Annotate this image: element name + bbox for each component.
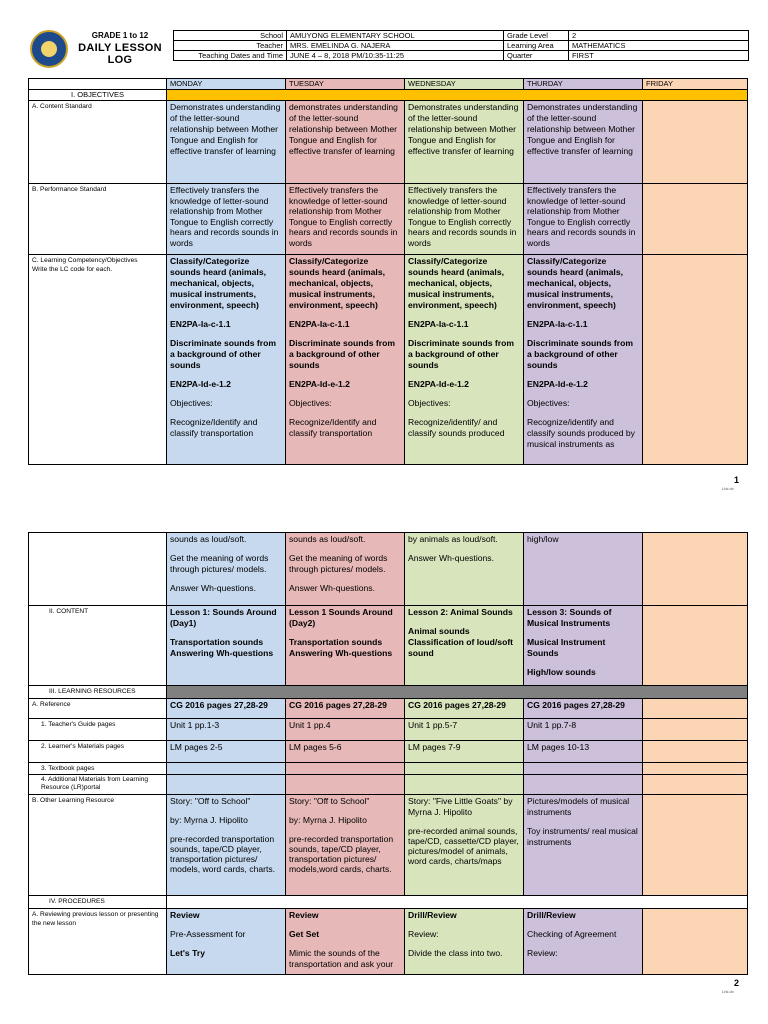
lc-discriminate: Discriminate sounds from a background of other sounds bbox=[170, 338, 277, 370]
lc-code2: EN2PA-Id-e-1.2 bbox=[408, 379, 469, 389]
page-number-1: 1 bbox=[734, 475, 740, 485]
lc-obj: Recognize/identify/ and classify sounds produced bbox=[408, 417, 505, 438]
lc-code1: EN2PA-Ia-c-1.1 bbox=[527, 319, 588, 329]
olr-line: Story: "Off to School" bbox=[170, 796, 251, 806]
lc-discriminate: Discriminate sounds from a background of other sounds bbox=[408, 338, 515, 370]
deped-seal-logo bbox=[30, 30, 68, 68]
ps-tue: Effectively transfers the knowledge of letter-sound relationship from Mother Tongue to English correctly hears and records sounds in words bbox=[286, 184, 405, 255]
rev-line: Get Set bbox=[289, 929, 320, 939]
content-fri bbox=[643, 606, 748, 686]
day-tuesday: TUESDAY bbox=[286, 79, 405, 90]
olr-line: by: Myrna J. Hipolito bbox=[170, 815, 248, 825]
olr-wed bbox=[405, 795, 524, 896]
grade-level-value: 2 bbox=[569, 31, 749, 41]
ps-mon: Effectively transfers the knowledge of letter-sound relationship from Mother Tongue to English correctly hears and records sounds in words bbox=[167, 184, 286, 255]
cont-wed bbox=[405, 533, 524, 606]
dates-label: Teaching Dates and Time bbox=[174, 51, 287, 61]
lc-code2: EN2PA-Id-e-1.2 bbox=[527, 379, 588, 389]
olr-line: pre-recorded transportation sounds, tape/CD player, transportation pictures/ models, word cards, charts. bbox=[170, 834, 276, 874]
learning-resources-heading: III. LEARNING RESOURCES bbox=[29, 686, 167, 699]
content-line: Lesson 2: Animal Sounds bbox=[408, 607, 513, 617]
quarter-value: FIRST bbox=[569, 51, 749, 61]
rev-thu bbox=[524, 909, 643, 975]
tb-tue bbox=[286, 763, 405, 775]
rev-fri bbox=[643, 909, 748, 975]
lc-classify: Classify/Categorize sounds heard (animals, mechanical, objects, musical instruments, environment, speech) bbox=[170, 256, 266, 310]
lc-objectives-label: Objectives: bbox=[527, 398, 570, 408]
lm-wed: LM pages 7-9 bbox=[405, 741, 524, 763]
continuation-label bbox=[29, 533, 167, 606]
procedures-heading: IV. PROCEDURES bbox=[29, 896, 167, 909]
lc-obj: Recognize/identify and classify sounds produced by musical instruments as bbox=[527, 417, 635, 449]
rev-line: Review bbox=[289, 910, 319, 920]
ref-wed: CG 2016 pages 27,28-29 bbox=[405, 699, 524, 719]
tg-wed: Unit 1 pp.5-7 bbox=[405, 719, 524, 741]
lc-classify: Classify/Categorize sounds heard (animals, mechanical, objects, musical instruments, environment, speech) bbox=[408, 256, 504, 310]
reference-label: A. Reference bbox=[29, 699, 167, 719]
am-thu bbox=[524, 775, 643, 795]
cont-line: Answer Wh-questions. bbox=[289, 583, 375, 593]
olr-line: by: Myrna J. Hipolito bbox=[289, 815, 367, 825]
lm-fri bbox=[643, 741, 748, 763]
content-mon bbox=[167, 606, 286, 686]
cont-thu bbox=[524, 533, 643, 606]
lc-code1: EN2PA-Ia-c-1.1 bbox=[170, 319, 231, 329]
day-friday: FRIDAY bbox=[643, 79, 748, 90]
quarter-label: Quarter bbox=[504, 51, 569, 61]
lc-wed bbox=[405, 255, 524, 465]
lc-fri bbox=[643, 255, 748, 465]
rev-line: Pre-Assessment for bbox=[170, 929, 246, 939]
content-tue bbox=[286, 606, 405, 686]
other-resource-label: B. Other Learning Resource bbox=[29, 795, 167, 896]
olr-line: pre-recorded transportation sounds, tape/CD player, transportation pictures/ models,word cards, charts. bbox=[289, 834, 394, 874]
cont-fri bbox=[643, 533, 748, 606]
tb-thu bbox=[524, 763, 643, 775]
learning-resources-band bbox=[167, 686, 748, 699]
teacher-value: MRS. EMELINDA G. NAJERA bbox=[287, 41, 504, 51]
content-thu bbox=[524, 606, 643, 686]
cont-line: by animals as loud/soft. bbox=[408, 534, 498, 544]
header-info-table bbox=[173, 30, 749, 61]
olr-mon bbox=[167, 795, 286, 896]
lc-code2: EN2PA-Id-e-1.2 bbox=[289, 379, 350, 389]
grade-level-label: Grade Level bbox=[504, 31, 569, 41]
day-thursday: THURDAY bbox=[524, 79, 643, 90]
tg-fri bbox=[643, 719, 748, 741]
lesson-log-table-page2 bbox=[28, 532, 748, 975]
procedures-band bbox=[167, 896, 748, 909]
doc-title: DAILY LESSON LOG bbox=[78, 42, 162, 66]
lc-code2: EN2PA-Id-e-1.2 bbox=[170, 379, 231, 389]
content-line: Animal sounds Classification of loud/soft sound bbox=[408, 626, 514, 658]
lc-obj: Recognize/Identify and classify transportation bbox=[289, 417, 377, 438]
rev-line: Mimic the sounds of the transportation and ask your bbox=[289, 948, 394, 969]
lc-objectives-label: Objectives: bbox=[170, 398, 213, 408]
content-line: High/low sounds bbox=[527, 667, 596, 677]
cs-mon: Demonstrates understanding of the letter-sound relationship between Mother Tongue and English for effective transfer of learning bbox=[167, 101, 286, 184]
tg-tue: Unit 1 pp.4 bbox=[286, 719, 405, 741]
rev-line: Divide the class into two. bbox=[408, 948, 503, 958]
rev-tue bbox=[286, 909, 405, 975]
content-wed bbox=[405, 606, 524, 686]
olr-fri bbox=[643, 795, 748, 896]
ref-tue: CG 2016 pages 27,28-29 bbox=[286, 699, 405, 719]
ps-thu: Effectively transfers the knowledge of letter-sound relationship from Mother Tongue to English correctly hears and records sounds in words bbox=[524, 184, 643, 255]
olr-tue bbox=[286, 795, 405, 896]
olr-line: Toy instruments/ real musical instruments bbox=[527, 826, 638, 847]
am-mon bbox=[167, 775, 286, 795]
rev-line: Checking of Agreement bbox=[527, 929, 617, 939]
rev-line: Let's Try bbox=[170, 948, 205, 958]
rev-line: Review: bbox=[408, 929, 439, 939]
tg-thu: Unit 1 pp.7-8 bbox=[524, 719, 643, 741]
cs-thu: Demonstrates understanding of the letter-sound relationship between Mother Tongue and English for effective transfer of learning bbox=[524, 101, 643, 184]
content-line: Musical Instrument Sounds bbox=[527, 637, 606, 658]
ps-fri bbox=[643, 184, 748, 255]
learning-area-value: MATHEMATICS bbox=[569, 41, 749, 51]
day-wednesday: WEDNESDAY bbox=[405, 79, 524, 90]
teacher-label: Teacher bbox=[174, 41, 287, 51]
lc-discriminate: Discriminate sounds from a background of other sounds bbox=[527, 338, 634, 370]
lesson-log-table-page1 bbox=[28, 78, 748, 465]
dates-value: JUNE 4 – 8, 2018 PM/10:35-11:25 bbox=[287, 51, 504, 61]
rev-line: Drill/Review bbox=[527, 910, 576, 920]
content-line: Lesson 3: Sounds of Musical Instruments bbox=[527, 607, 612, 628]
cont-line: Get the meaning of words through pictures/ models. bbox=[289, 553, 388, 574]
rev-mon bbox=[167, 909, 286, 975]
cs-wed: Demonstrates understanding of the letter-sound relationship between Mother Tongue and English for effective transfer of learning bbox=[405, 101, 524, 184]
tb-fri bbox=[643, 763, 748, 775]
olr-line: Story: "Off to School" bbox=[289, 796, 370, 806]
cs-fri bbox=[643, 101, 748, 184]
lc-tue bbox=[286, 255, 405, 465]
lc-discriminate: Discriminate sounds from a background of other sounds bbox=[289, 338, 396, 370]
olr-line: pre-recorded animal sounds, tape/CD, cassette/CD player, pictures/model of animals, word cards, charts/maps bbox=[408, 826, 519, 866]
tb-wed bbox=[405, 763, 524, 775]
lc-mon bbox=[167, 255, 286, 465]
ps-wed: Effectively transfers the knowledge of letter-sound relationship from Mother Tongue to English correctly hears and records sounds in words bbox=[405, 184, 524, 255]
olr-line: Story: "Five Little Goats" by Myrna J. Hipolito bbox=[408, 796, 513, 817]
lm-label: 2. Learner's Materials pages bbox=[29, 741, 167, 763]
lc-code1: EN2PA-Ia-c-1.1 bbox=[289, 319, 350, 329]
competency-label: C. Learning Competency/Objectives Write the LC code for each. bbox=[29, 255, 167, 465]
tg-mon: Unit 1 pp.1-3 bbox=[167, 719, 286, 741]
rev-wed bbox=[405, 909, 524, 975]
cont-line: sounds as loud/soft. bbox=[289, 534, 366, 544]
textbook-label: 3. Textbook pages bbox=[29, 763, 167, 775]
content-label: II. CONTENT bbox=[29, 606, 167, 686]
ref-fri bbox=[643, 699, 748, 719]
content-line: Transportation sounds Answering Wh-questions bbox=[289, 637, 393, 658]
day-monday: MONDAY bbox=[167, 79, 286, 90]
cont-tue bbox=[286, 533, 405, 606]
rev-line: Drill/Review bbox=[408, 910, 457, 920]
content-line: Lesson 1 Sounds Around (Day2) bbox=[289, 607, 393, 628]
cont-line: Answer Wh-questions. bbox=[170, 583, 256, 593]
cont-mon bbox=[167, 533, 286, 606]
page-sub-2: Lhk.dx bbox=[722, 989, 734, 994]
objectives-band bbox=[167, 90, 748, 101]
cont-line: sounds as loud/soft. bbox=[170, 534, 247, 544]
am-wed bbox=[405, 775, 524, 795]
lc-code1: EN2PA-Ia-c-1.1 bbox=[408, 319, 469, 329]
review-label: A. Reviewing previous lesson or presenting the new lesson bbox=[29, 909, 167, 975]
learning-area-label: Learning Area bbox=[504, 41, 569, 51]
lm-mon: LM pages 2-5 bbox=[167, 741, 286, 763]
page-sub-1: Lhk.dx bbox=[722, 486, 734, 491]
rev-line: Review: bbox=[527, 948, 558, 958]
cont-line: Answer Wh-questions. bbox=[408, 553, 494, 563]
lc-classify: Classify/Categorize sounds heard (animals, mechanical, objects, musical instruments, environment, speech) bbox=[289, 256, 385, 310]
lc-objectives-label: Objectives: bbox=[289, 398, 332, 408]
content-standard-label: A. Content Standard bbox=[29, 101, 167, 184]
content-line: Transportation sounds Answering Wh-questions bbox=[170, 637, 274, 658]
lc-classify: Classify/Categorize sounds heard (animals, mechanical, objects, musical instruments, environment, speech) bbox=[527, 256, 623, 310]
olr-thu bbox=[524, 795, 643, 896]
cont-line: high/low bbox=[527, 534, 559, 544]
page-number-2: 2 bbox=[734, 978, 740, 988]
am-tue bbox=[286, 775, 405, 795]
lc-thu bbox=[524, 255, 643, 465]
rev-line: Review bbox=[170, 910, 200, 920]
school-value: AMUYONG ELEMENTARY SCHOOL bbox=[287, 31, 504, 41]
ref-thu: CG 2016 pages 27,28-29 bbox=[524, 699, 643, 719]
olr-line: Pictures/models of musical instruments bbox=[527, 796, 630, 817]
cs-tue: demonstrates understanding of the letter-sound relationship between Mother Tongue and English for effective transfer of learning bbox=[286, 101, 405, 184]
additional-label: 4. Additional Materials from Learning Resource (LR)portal bbox=[29, 775, 167, 795]
tb-mon bbox=[167, 763, 286, 775]
grade-range: GRADE 1 to 12 bbox=[91, 31, 149, 40]
content-line: Lesson 1: Sounds Around (Day1) bbox=[170, 607, 277, 628]
tg-label: 1. Teacher's Guide pages bbox=[29, 719, 167, 741]
lm-tue: LM pages 5-6 bbox=[286, 741, 405, 763]
school-label: School bbox=[174, 31, 287, 41]
am-fri bbox=[643, 775, 748, 795]
objectives-heading: I. OBJECTIVES bbox=[29, 90, 167, 101]
corner-cell bbox=[29, 79, 167, 90]
performance-standard-label: B. Performance Standard bbox=[29, 184, 167, 255]
lc-objectives-label: Objectives: bbox=[408, 398, 451, 408]
ref-mon: CG 2016 pages 27,28-29 bbox=[167, 699, 286, 719]
lc-obj: Recognize/Identify and classify transportation bbox=[170, 417, 258, 438]
cont-line: Get the meaning of words through pictures/ models. bbox=[170, 553, 269, 574]
lm-thu: LM pages 10-13 bbox=[524, 741, 643, 763]
